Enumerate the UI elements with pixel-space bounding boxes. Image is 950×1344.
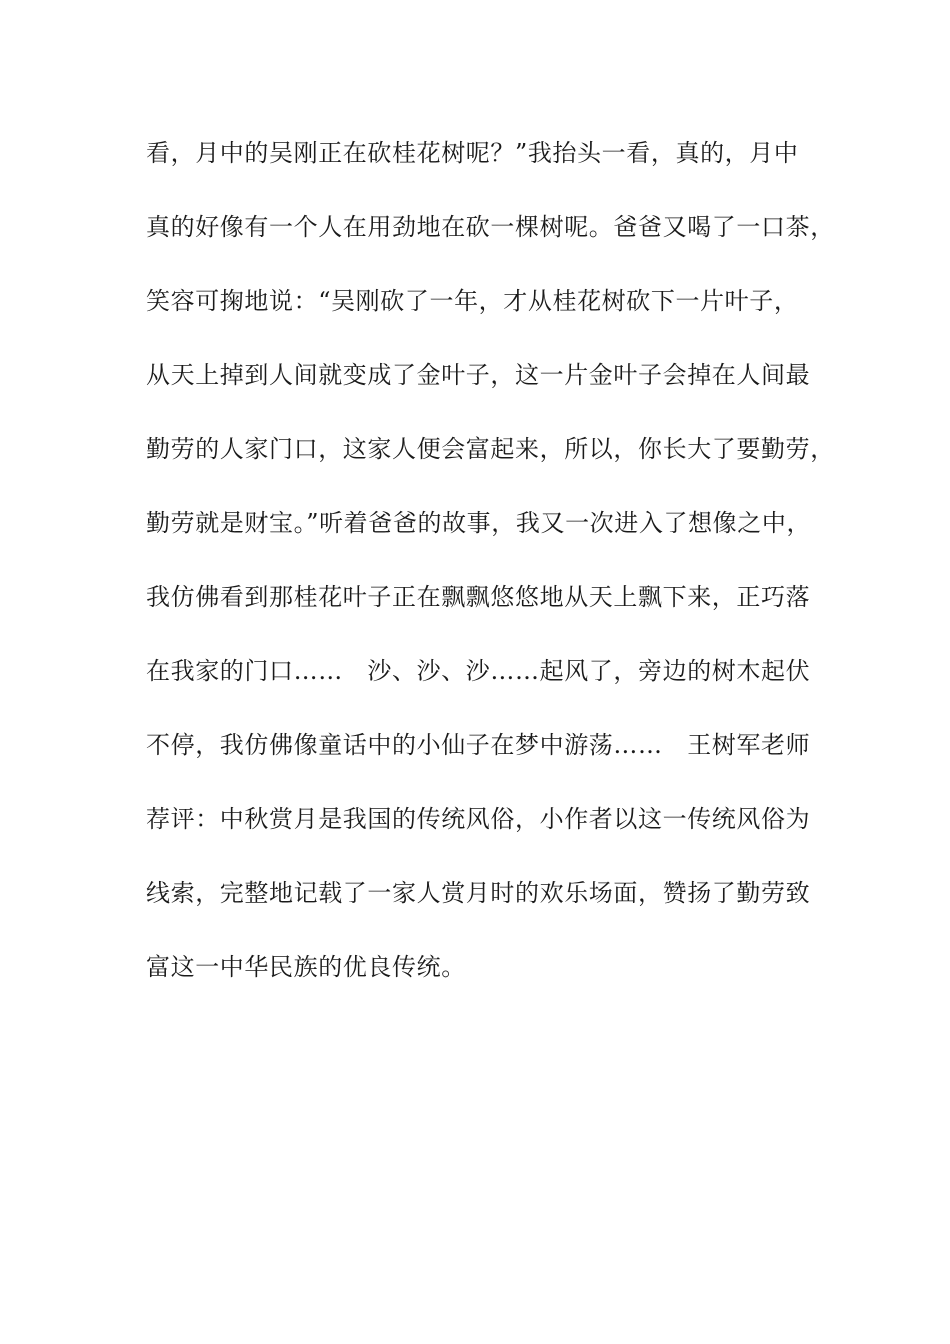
body-text	[146, 129, 846, 1017]
text-line: 勤劳就是财宝。”听着爸爸的故事，我又一次进入了想像之中，	[146, 509, 812, 537]
text-line: 富这一中华民族的优良传统。	[146, 953, 466, 981]
text-line: 线索，完整地记载了一家人赏月时的欢乐场面，赞扬了勤劳致	[146, 879, 811, 907]
text-line: 荐评：中秋赏月是我国的传统风俗，小作者以这一传统风俗为	[146, 805, 811, 833]
text-line: 在我家的门口…… 沙、沙、沙……起风了，旁边的树木起伏	[146, 657, 811, 685]
text-line: 真的好像有一个人在用劲地在砍一棵树呢。爸爸又喝了一口茶，	[146, 213, 835, 241]
text-line: 勤劳的人家门口，这家人便会富起来，所以，你长大了要勤劳，	[146, 435, 835, 463]
text-line: 我仿佛看到那桂花叶子正在飘飘悠悠地从天上飘下来，正巧落	[146, 583, 811, 611]
text-line: 笑容可掬地说：“吴刚砍了一年，才从桂花树砍下一片叶子，	[146, 287, 799, 315]
text-line: 看，月中的吴刚正在砍桂花树呢？”我抬头一看，真的，月中	[146, 139, 799, 167]
text-line: 不停，我仿佛像童话中的小仙子在梦中游荡…… 王树军老师	[146, 731, 811, 759]
text-line: 从天上掉到人间就变成了金叶子，这一片金叶子会掉在人间最	[146, 361, 811, 389]
